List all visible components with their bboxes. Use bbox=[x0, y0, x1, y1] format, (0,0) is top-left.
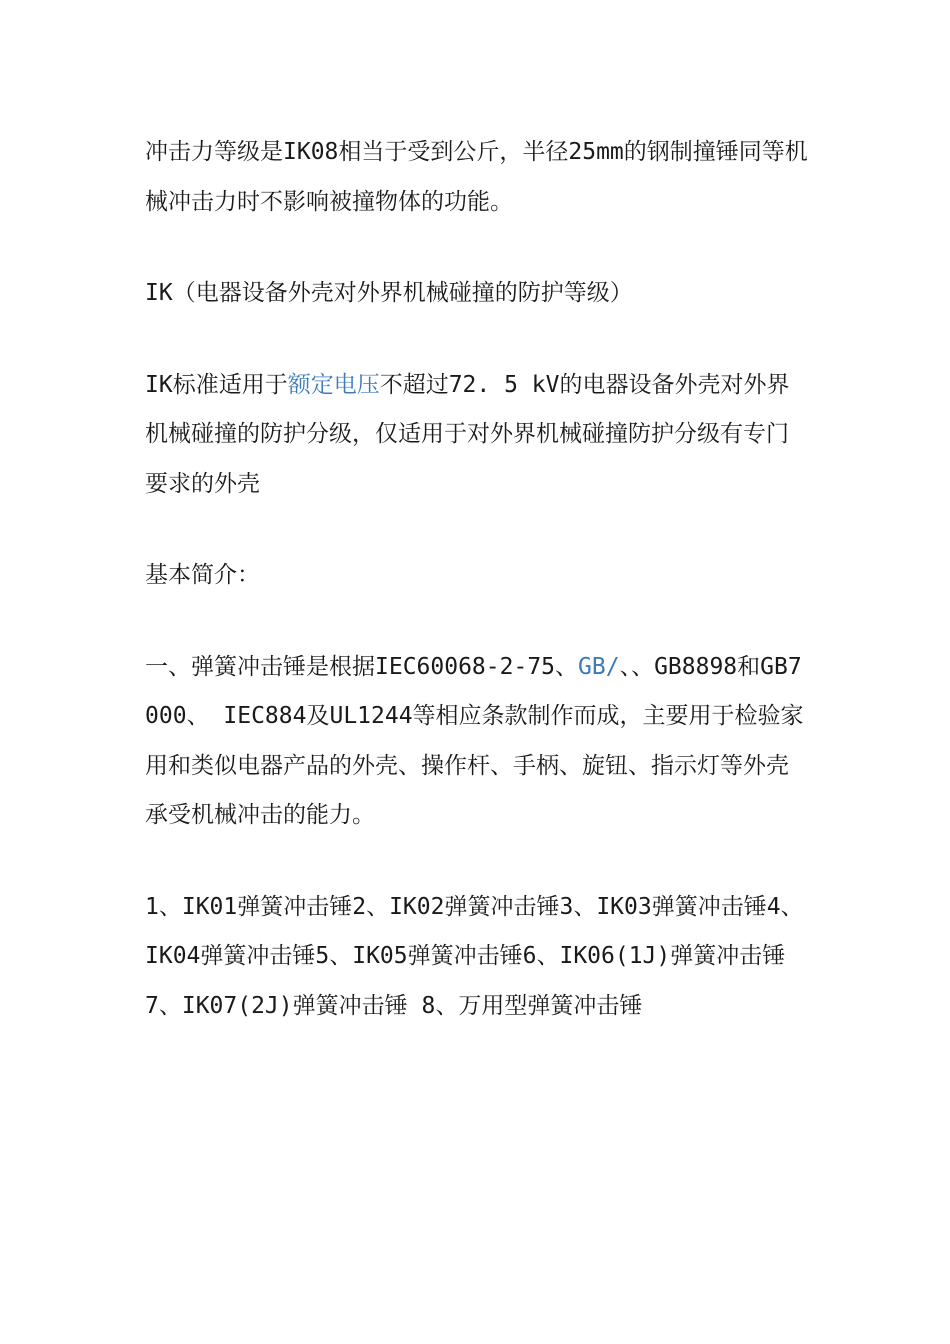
scope-text-after: 不超过72. 5 kV的电器设备外壳对外界机械碰撞的防护分级，仅适用于对外界机械碰撞防护分级有专门要求的外壳 bbox=[145, 371, 790, 497]
gb-standard-link[interactable]: GB/ bbox=[578, 653, 620, 680]
document-body bbox=[145, 128, 810, 1073]
rated-voltage-link[interactable]: 额定电压 bbox=[287, 371, 380, 398]
paragraph-hammer-list: 1、IK01弹簧冲击锤2、IK02弹簧冲击锤3、IK03弹簧冲击锤4、IK04弹簧冲击锤5、IK05弹簧冲击锤6、IK06(1J)弹簧冲击锤7、IK07(2J)弹簧冲击锤 8、万用型弹簧冲击锤 bbox=[145, 893, 804, 1019]
section-heading-basic-intro: 基本简介： bbox=[145, 562, 260, 588]
intro-text-after: 、、GB8898和GB7000、 IEC884及UL1244等相应条款制作而成，主要用于检验家用和类似电器产品的外壳、操作杆、手柄、旋钮、指示灯等外壳承受机械冲击的能力。 bbox=[145, 653, 804, 828]
paragraph-ik-scope bbox=[145, 361, 810, 510]
paragraph-ik-definition: IK（电器设备外壳对外界机械碰撞的防护等级） bbox=[145, 280, 633, 306]
scope-text-before: IK标准适用于 bbox=[145, 371, 288, 398]
paragraph-spring-hammer-intro bbox=[145, 643, 810, 841]
paragraph-impact-grade: 冲击力等级是IK08相当于受到公斤，半径25mm的钢制撞锤同等机械冲击力时不影响被撞物体的功能。 bbox=[145, 139, 808, 215]
intro-text-before: 一、弹簧冲击锤是根据IEC60068-2-75、 bbox=[145, 653, 579, 680]
